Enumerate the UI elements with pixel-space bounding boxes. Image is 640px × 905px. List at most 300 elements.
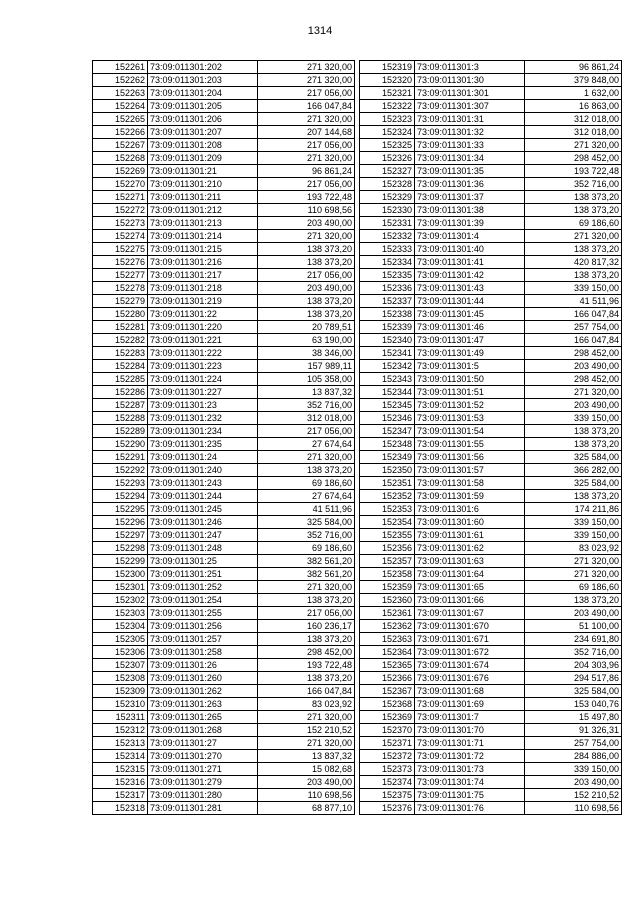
value-cell: 138 373,20 xyxy=(525,243,622,256)
cadastral-number-cell: 73:09:011301:37 xyxy=(415,191,525,204)
table-row xyxy=(360,321,622,334)
table-row xyxy=(93,100,355,113)
cadastral-number-cell: 73:09:011301:69 xyxy=(415,698,525,711)
value-cell: 352 716,00 xyxy=(258,529,355,542)
cadastral-number-cell: 73:09:011301:212 xyxy=(148,204,258,217)
value-cell: 166 047,84 xyxy=(258,100,355,113)
cadastral-number-cell: 73:09:011301:76 xyxy=(415,802,525,815)
cadastral-number-cell: 73:09:011301:24 xyxy=(148,451,258,464)
table-row xyxy=(360,126,622,139)
value-cell: 13 837,32 xyxy=(258,386,355,399)
value-cell: 298 452,00 xyxy=(525,373,622,386)
cadastral-number-cell: 73:09:011301:204 xyxy=(148,87,258,100)
row-number-cell: 152344 xyxy=(360,386,415,399)
row-number-cell: 152273 xyxy=(93,217,148,230)
cadastral-number-cell: 73:09:011301:222 xyxy=(148,347,258,360)
table-row xyxy=(360,178,622,191)
row-number-cell: 152272 xyxy=(93,204,148,217)
value-cell: 217 056,00 xyxy=(258,425,355,438)
row-number-cell: 152327 xyxy=(360,165,415,178)
cadastral-number-cell: 73:09:011301:25 xyxy=(148,555,258,568)
table-row xyxy=(93,568,355,581)
value-cell: 271 320,00 xyxy=(525,386,622,399)
row-number-cell: 152356 xyxy=(360,542,415,555)
table-row xyxy=(93,217,355,230)
value-cell: 138 373,20 xyxy=(525,490,622,503)
value-cell: 339 150,00 xyxy=(525,516,622,529)
cadastral-number-cell: 73:09:011301:42 xyxy=(415,269,525,282)
value-cell: 69 186,60 xyxy=(258,477,355,490)
table-row xyxy=(93,61,355,74)
row-number-cell: 152363 xyxy=(360,633,415,646)
row-number-cell: 152270 xyxy=(93,178,148,191)
row-number-cell: 152297 xyxy=(93,529,148,542)
table-row xyxy=(360,516,622,529)
table-row xyxy=(93,711,355,724)
cadastral-number-cell: 73:09:011301:220 xyxy=(148,321,258,334)
cadastral-number-cell: 73:09:011301:234 xyxy=(148,425,258,438)
cadastral-number-cell: 73:09:011301:260 xyxy=(148,672,258,685)
table-row xyxy=(360,802,622,815)
value-cell: 83 023,92 xyxy=(525,542,622,555)
cadastral-number-cell: 73:09:011301:218 xyxy=(148,282,258,295)
cadastral-number-cell: 73:09:011301:268 xyxy=(148,724,258,737)
cadastral-number-cell: 73:09:011301:65 xyxy=(415,581,525,594)
value-cell: 312 018,00 xyxy=(525,113,622,126)
row-number-cell: 152266 xyxy=(93,126,148,139)
cadastral-number-cell: 73:09:011301:66 xyxy=(415,594,525,607)
value-cell: 110 698,56 xyxy=(258,789,355,802)
table-row xyxy=(360,451,622,464)
value-cell: 271 320,00 xyxy=(258,737,355,750)
value-cell: 271 320,00 xyxy=(258,230,355,243)
row-number-cell: 152278 xyxy=(93,282,148,295)
table-row xyxy=(360,412,622,425)
table-row xyxy=(93,607,355,620)
value-cell: 20 789,51 xyxy=(258,321,355,334)
value-cell: 339 150,00 xyxy=(525,763,622,776)
cadastral-number-cell: 73:09:011301:41 xyxy=(415,256,525,269)
row-number-cell: 152262 xyxy=(93,74,148,87)
value-cell: 271 320,00 xyxy=(525,139,622,152)
cadastral-number-cell: 73:09:011301:34 xyxy=(415,152,525,165)
value-cell: 96 861,24 xyxy=(525,61,622,74)
table-row xyxy=(93,646,355,659)
table-row xyxy=(93,789,355,802)
value-cell: 138 373,20 xyxy=(525,204,622,217)
cadastral-number-cell: 73:09:011301:54 xyxy=(415,425,525,438)
table-row xyxy=(360,347,622,360)
cadastral-number-cell: 73:09:011301:32 xyxy=(415,126,525,139)
table-row xyxy=(360,750,622,763)
value-cell: 294 517,86 xyxy=(525,672,622,685)
table-row xyxy=(93,620,355,633)
row-number-cell: 152307 xyxy=(93,659,148,672)
table-row xyxy=(360,438,622,451)
table-row xyxy=(93,321,355,334)
row-number-cell: 152364 xyxy=(360,646,415,659)
table-row xyxy=(360,269,622,282)
value-cell: 352 716,00 xyxy=(525,646,622,659)
table-row xyxy=(93,516,355,529)
value-cell: 68 877,10 xyxy=(258,802,355,815)
table-row xyxy=(360,711,622,724)
table-row xyxy=(93,412,355,425)
value-cell: 138 373,20 xyxy=(525,594,622,607)
row-number-cell: 152376 xyxy=(360,802,415,815)
cadastral-number-cell: 73:09:011301:72 xyxy=(415,750,525,763)
row-number-cell: 152300 xyxy=(93,568,148,581)
value-cell: 91 326,31 xyxy=(525,724,622,737)
table-row xyxy=(93,542,355,555)
cadastral-number-cell: 73:09:011301:670 xyxy=(415,620,525,633)
value-cell: 298 452,00 xyxy=(258,646,355,659)
row-number-cell: 152352 xyxy=(360,490,415,503)
row-number-cell: 152334 xyxy=(360,256,415,269)
cadastral-number-cell: 73:09:011301:55 xyxy=(415,438,525,451)
cadastral-number-cell: 73:09:011301:202 xyxy=(148,61,258,74)
value-cell: 271 320,00 xyxy=(258,451,355,464)
row-number-cell: 152286 xyxy=(93,386,148,399)
table-row xyxy=(93,685,355,698)
row-number-cell: 152350 xyxy=(360,464,415,477)
cadastral-number-cell: 73:09:011301:58 xyxy=(415,477,525,490)
table-row xyxy=(360,568,622,581)
row-number-cell: 152339 xyxy=(360,321,415,334)
table-row xyxy=(93,451,355,464)
row-number-cell: 152267 xyxy=(93,139,148,152)
cadastral-number-cell: 73:09:011301:57 xyxy=(415,464,525,477)
cadastral-number-cell: 73:09:011301:246 xyxy=(148,516,258,529)
row-number-cell: 152336 xyxy=(360,282,415,295)
cadastral-number-cell: 73:09:011301:22 xyxy=(148,308,258,321)
row-number-cell: 152303 xyxy=(93,607,148,620)
value-cell: 110 698,56 xyxy=(525,802,622,815)
row-number-cell: 152373 xyxy=(360,763,415,776)
table-row xyxy=(93,399,355,412)
table-row xyxy=(360,620,622,633)
cadastral-number-cell: 73:09:011301:258 xyxy=(148,646,258,659)
value-cell: 217 056,00 xyxy=(258,269,355,282)
cadastral-number-cell: 73:09:011301:60 xyxy=(415,516,525,529)
value-cell: 38 346,00 xyxy=(258,347,355,360)
cadastral-number-cell: 73:09:011301:61 xyxy=(415,529,525,542)
value-cell: 138 373,20 xyxy=(258,633,355,646)
row-number-cell: 152311 xyxy=(93,711,148,724)
value-cell: 284 886,00 xyxy=(525,750,622,763)
row-number-cell: 152322 xyxy=(360,100,415,113)
table-row xyxy=(360,152,622,165)
cadastral-number-cell: 73:09:011301:53 xyxy=(415,412,525,425)
cadastral-number-cell: 73:09:011301:281 xyxy=(148,802,258,815)
cadastral-number-cell: 73:09:011301:38 xyxy=(415,204,525,217)
value-cell: 271 320,00 xyxy=(525,555,622,568)
table-row xyxy=(360,503,622,516)
cadastral-number-cell: 73:09:011301:40 xyxy=(415,243,525,256)
cadastral-number-cell: 73:09:011301:3 xyxy=(415,61,525,74)
row-number-cell: 152354 xyxy=(360,516,415,529)
value-cell: 257 754,00 xyxy=(525,737,622,750)
table-row xyxy=(360,386,622,399)
value-cell: 160 236,17 xyxy=(258,620,355,633)
row-number-cell: 152329 xyxy=(360,191,415,204)
row-number-cell: 152351 xyxy=(360,477,415,490)
value-cell: 420 817,32 xyxy=(525,256,622,269)
row-number-cell: 152349 xyxy=(360,451,415,464)
cadastral-number-cell: 73:09:011301:271 xyxy=(148,763,258,776)
row-number-cell: 152301 xyxy=(93,581,148,594)
table-row xyxy=(93,425,355,438)
row-number-cell: 152305 xyxy=(93,633,148,646)
cadastral-number-cell: 73:09:011301:216 xyxy=(148,256,258,269)
cadastral-number-cell: 73:09:011301:62 xyxy=(415,542,525,555)
cadastral-number-cell: 73:09:011301:672 xyxy=(415,646,525,659)
row-number-cell: 152261 xyxy=(93,61,148,74)
row-number-cell: 152284 xyxy=(93,360,148,373)
row-number-cell: 152345 xyxy=(360,399,415,412)
table-row xyxy=(360,464,622,477)
table-row xyxy=(360,594,622,607)
value-cell: 83 023,92 xyxy=(258,698,355,711)
value-cell: 203 490,00 xyxy=(525,607,622,620)
value-cell: 174 211,86 xyxy=(525,503,622,516)
cadastral-number-cell: 73:09:011301:254 xyxy=(148,594,258,607)
value-cell: 203 490,00 xyxy=(258,282,355,295)
table-row xyxy=(93,126,355,139)
value-cell: 203 490,00 xyxy=(258,776,355,789)
table-row xyxy=(93,659,355,672)
table-row xyxy=(360,282,622,295)
cadastral-number-cell: 73:09:011301:43 xyxy=(415,282,525,295)
row-number-cell: 152263 xyxy=(93,87,148,100)
table-row xyxy=(360,698,622,711)
cadastral-number-cell: 73:09:011301:247 xyxy=(148,529,258,542)
row-number-cell: 152282 xyxy=(93,334,148,347)
cadastral-number-cell: 73:09:011301:208 xyxy=(148,139,258,152)
table-row xyxy=(360,334,622,347)
table-row xyxy=(93,295,355,308)
cadastral-number-cell: 73:09:011301:63 xyxy=(415,555,525,568)
cadastral-number-cell: 73:09:011301:4 xyxy=(415,230,525,243)
row-number-cell: 152355 xyxy=(360,529,415,542)
cadastral-number-cell: 73:09:011301:248 xyxy=(148,542,258,555)
table-row xyxy=(93,529,355,542)
row-number-cell: 152362 xyxy=(360,620,415,633)
row-number-cell: 152374 xyxy=(360,776,415,789)
value-cell: 312 018,00 xyxy=(525,126,622,139)
row-number-cell: 152361 xyxy=(360,607,415,620)
cadastral-number-cell: 73:09:011301:235 xyxy=(148,438,258,451)
value-cell: 51 100,00 xyxy=(525,620,622,633)
table-row xyxy=(93,490,355,503)
cadastral-number-cell: 73:09:011301:251 xyxy=(148,568,258,581)
cadastral-number-cell: 73:09:011301:214 xyxy=(148,230,258,243)
table-row xyxy=(93,74,355,87)
value-cell: 13 837,32 xyxy=(258,750,355,763)
value-cell: 271 320,00 xyxy=(258,74,355,87)
table-row xyxy=(93,230,355,243)
value-cell: 27 674,64 xyxy=(258,490,355,503)
cadastral-number-cell: 73:09:011301:73 xyxy=(415,763,525,776)
table-row xyxy=(93,672,355,685)
table-row xyxy=(93,360,355,373)
table-row xyxy=(360,737,622,750)
row-number-cell: 152368 xyxy=(360,698,415,711)
row-number-cell: 152269 xyxy=(93,165,148,178)
cadastral-number-cell: 73:09:011301:213 xyxy=(148,217,258,230)
table-row xyxy=(93,438,355,451)
cadastral-number-cell: 73:09:011301:256 xyxy=(148,620,258,633)
value-cell: 203 490,00 xyxy=(525,360,622,373)
cadastral-number-cell: 73:09:011301:49 xyxy=(415,347,525,360)
cadastral-number-cell: 73:09:011301:676 xyxy=(415,672,525,685)
cadastral-number-cell: 73:09:011301:36 xyxy=(415,178,525,191)
cadastral-number-cell: 73:09:011301:206 xyxy=(148,113,258,126)
value-cell: 339 150,00 xyxy=(525,282,622,295)
cadastral-number-cell: 73:09:011301:210 xyxy=(148,178,258,191)
value-cell: 138 373,20 xyxy=(525,438,622,451)
table-row xyxy=(93,386,355,399)
value-cell: 27 674,64 xyxy=(258,438,355,451)
row-number-cell: 152330 xyxy=(360,204,415,217)
value-cell: 153 040,76 xyxy=(525,698,622,711)
row-number-cell: 152298 xyxy=(93,542,148,555)
cadastral-number-cell: 73:09:011301:59 xyxy=(415,490,525,503)
value-cell: 325 584,00 xyxy=(525,451,622,464)
value-cell: 217 056,00 xyxy=(258,139,355,152)
row-number-cell: 152333 xyxy=(360,243,415,256)
table-row xyxy=(360,607,622,620)
row-number-cell: 152366 xyxy=(360,672,415,685)
cadastral-number-cell: 73:09:011301:217 xyxy=(148,269,258,282)
value-cell: 1 632,00 xyxy=(525,87,622,100)
row-number-cell: 152277 xyxy=(93,269,148,282)
table-row xyxy=(93,308,355,321)
value-cell: 271 320,00 xyxy=(525,568,622,581)
row-number-cell: 152293 xyxy=(93,477,148,490)
row-number-cell: 152375 xyxy=(360,789,415,802)
value-cell: 96 861,24 xyxy=(258,165,355,178)
table-row xyxy=(93,178,355,191)
table-row xyxy=(360,672,622,685)
right-table-body xyxy=(360,61,622,815)
table-row xyxy=(93,698,355,711)
table-row xyxy=(360,399,622,412)
row-number-cell: 152281 xyxy=(93,321,148,334)
table-row xyxy=(93,139,355,152)
cadastral-number-cell: 73:09:011301:243 xyxy=(148,477,258,490)
cadastral-number-cell: 73:09:011301:27 xyxy=(148,737,258,750)
table-row xyxy=(360,659,622,672)
value-cell: 152 210,52 xyxy=(258,724,355,737)
cadastral-number-cell: 73:09:011301:301 xyxy=(415,87,525,100)
table-row xyxy=(93,581,355,594)
table-row xyxy=(93,477,355,490)
value-cell: 271 320,00 xyxy=(258,711,355,724)
value-cell: 271 320,00 xyxy=(258,61,355,74)
row-number-cell: 152279 xyxy=(93,295,148,308)
table-row xyxy=(360,789,622,802)
value-cell: 382 561,20 xyxy=(258,568,355,581)
row-number-cell: 152365 xyxy=(360,659,415,672)
value-cell: 138 373,20 xyxy=(258,308,355,321)
cadastral-number-cell: 73:09:011301:51 xyxy=(415,386,525,399)
value-cell: 138 373,20 xyxy=(258,243,355,256)
table-row xyxy=(360,113,622,126)
table-row xyxy=(360,360,622,373)
row-number-cell: 152287 xyxy=(93,399,148,412)
table-row xyxy=(93,204,355,217)
row-number-cell: 152347 xyxy=(360,425,415,438)
table-row xyxy=(360,763,622,776)
table-row xyxy=(93,269,355,282)
value-cell: 138 373,20 xyxy=(525,191,622,204)
value-cell: 193 722,48 xyxy=(258,659,355,672)
table-row xyxy=(93,347,355,360)
value-cell: 203 490,00 xyxy=(525,399,622,412)
table-row xyxy=(93,737,355,750)
table-row xyxy=(93,750,355,763)
cadastral-number-cell: 73:09:011301:7 xyxy=(415,711,525,724)
row-number-cell: 152314 xyxy=(93,750,148,763)
cadastral-number-cell: 73:09:011301:75 xyxy=(415,789,525,802)
cadastral-number-cell: 73:09:011301:280 xyxy=(148,789,258,802)
row-number-cell: 152340 xyxy=(360,334,415,347)
table-row xyxy=(360,308,622,321)
cadastral-number-cell: 73:09:011301:209 xyxy=(148,152,258,165)
cadastral-number-cell: 73:09:011301:5 xyxy=(415,360,525,373)
value-cell: 16 863,00 xyxy=(525,100,622,113)
table-row xyxy=(360,230,622,243)
table-row xyxy=(93,373,355,386)
cadastral-number-cell: 73:09:011301:671 xyxy=(415,633,525,646)
value-cell: 352 716,00 xyxy=(258,399,355,412)
cadastral-number-cell: 73:09:011301:35 xyxy=(415,165,525,178)
cadastral-number-cell: 73:09:011301:240 xyxy=(148,464,258,477)
row-number-cell: 152367 xyxy=(360,685,415,698)
page-number: 1314 xyxy=(307,25,333,37)
value-cell: 157 989,11 xyxy=(258,360,355,373)
value-cell: 63 190,00 xyxy=(258,334,355,347)
value-cell: 271 320,00 xyxy=(258,581,355,594)
right-register-table xyxy=(359,60,622,815)
value-cell: 203 490,00 xyxy=(258,217,355,230)
row-number-cell: 152358 xyxy=(360,568,415,581)
value-cell: 15 082,68 xyxy=(258,763,355,776)
table-row xyxy=(360,61,622,74)
table-row xyxy=(360,633,622,646)
value-cell: 271 320,00 xyxy=(258,113,355,126)
row-number-cell: 152312 xyxy=(93,724,148,737)
value-cell: 325 584,00 xyxy=(258,516,355,529)
cadastral-number-cell: 73:09:011301:21 xyxy=(148,165,258,178)
row-number-cell: 152283 xyxy=(93,347,148,360)
table-row xyxy=(360,204,622,217)
row-number-cell: 152348 xyxy=(360,438,415,451)
table-row xyxy=(360,74,622,87)
value-cell: 138 373,20 xyxy=(258,672,355,685)
table-row xyxy=(360,256,622,269)
row-number-cell: 152326 xyxy=(360,152,415,165)
table-row xyxy=(93,191,355,204)
left-table-body xyxy=(93,61,355,815)
cadastral-number-cell: 73:09:011301:270 xyxy=(148,750,258,763)
table-row xyxy=(360,685,622,698)
table-row xyxy=(93,633,355,646)
row-number-cell: 152319 xyxy=(360,61,415,74)
value-cell: 207 144,68 xyxy=(258,126,355,139)
value-cell: 138 373,20 xyxy=(258,594,355,607)
